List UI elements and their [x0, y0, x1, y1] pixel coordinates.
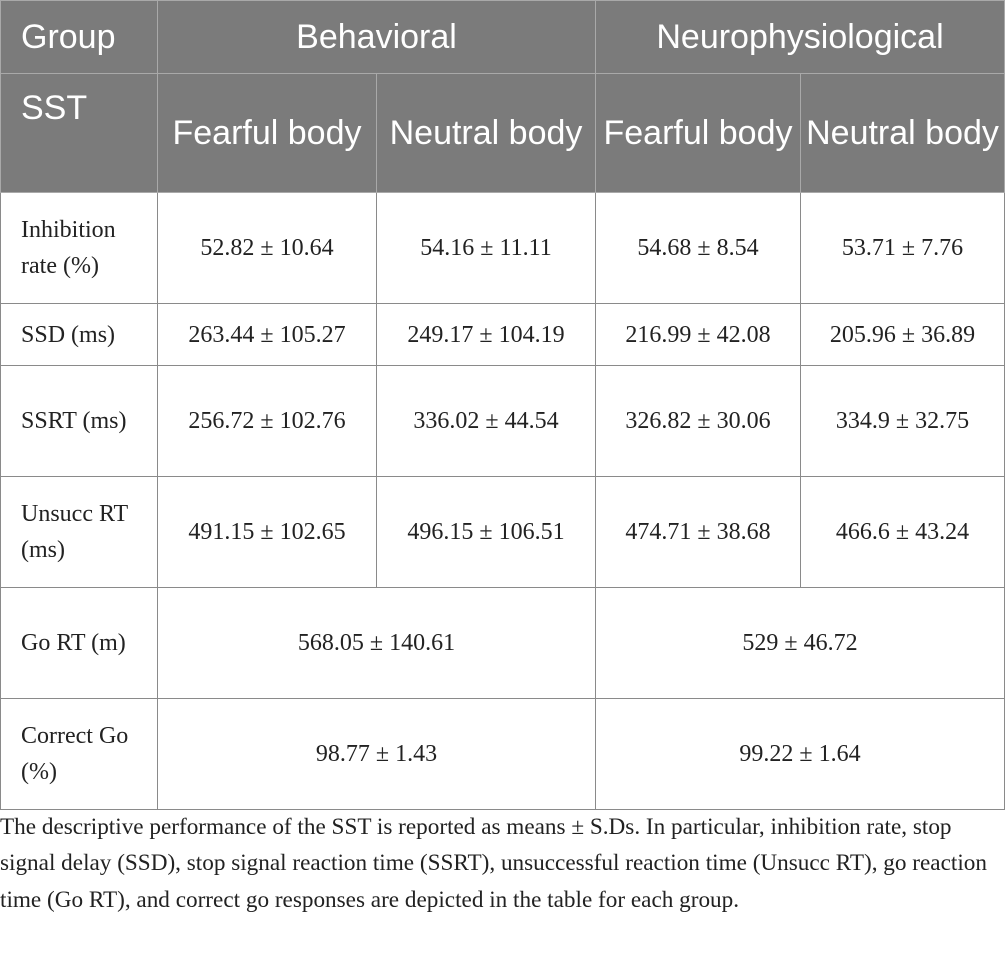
- header-row-groups: [1, 1, 1005, 74]
- row-label-correct-go: Correct Go (%): [1, 699, 158, 810]
- table-cell: 249.17 ± 104.19: [377, 304, 596, 366]
- table-cell: 52.82 ± 10.64: [158, 193, 377, 304]
- group-header: Group: [1, 1, 158, 74]
- row-label-inhibition-rate: Inhibition rate (%): [1, 193, 158, 304]
- sst-header: SST: [1, 74, 158, 193]
- table-row: [1, 699, 1005, 810]
- table-row: [1, 366, 1005, 477]
- table-cell: 99.22 ± 1.64: [596, 699, 1005, 810]
- table-cell: 491.15 ± 102.65: [158, 477, 377, 588]
- neuro-neutral-header: Neutral body: [801, 74, 1005, 193]
- table-row: [1, 304, 1005, 366]
- table-cell: 205.96 ± 36.89: [801, 304, 1005, 366]
- table-cell: 474.71 ± 38.68: [596, 477, 801, 588]
- table-cell: 334.9 ± 32.75: [801, 366, 1005, 477]
- row-label-go-rt: Go RT (m): [1, 588, 158, 699]
- table-cell: 216.99 ± 42.08: [596, 304, 801, 366]
- table-cell: 336.02 ± 44.54: [377, 366, 596, 477]
- behavioral-neutral-header: Neutral body: [377, 74, 596, 193]
- table-cell: 54.16 ± 11.11: [377, 193, 596, 304]
- table-row: [1, 477, 1005, 588]
- table-row: [1, 193, 1005, 304]
- row-label-unsucc-rt: Unsucc RT (ms): [1, 477, 158, 588]
- behavioral-header: Behavioral: [158, 1, 596, 74]
- row-label-ssd: SSD (ms): [1, 304, 158, 366]
- table-cell: 466.6 ± 43.24: [801, 477, 1005, 588]
- table-cell: 529 ± 46.72: [596, 588, 1005, 699]
- table-row: [1, 588, 1005, 699]
- row-label-ssrt: SSRT (ms): [1, 366, 158, 477]
- table-body: [1, 193, 1005, 810]
- table-cell: 496.15 ± 106.51: [377, 477, 596, 588]
- header-row-conditions: [1, 74, 1005, 193]
- table-cell: 53.71 ± 7.76: [801, 193, 1005, 304]
- table-header: [1, 1, 1005, 193]
- neurophysiological-header: Neurophysiological: [596, 1, 1005, 74]
- table-cell: 326.82 ± 30.06: [596, 366, 801, 477]
- table-cell: 256.72 ± 102.76: [158, 366, 377, 477]
- table-cell: 54.68 ± 8.54: [596, 193, 801, 304]
- behavioral-fearful-header: Fearful body: [158, 74, 377, 193]
- neuro-fearful-header: Fearful body: [596, 74, 801, 193]
- table-cell: 568.05 ± 140.61: [158, 588, 596, 699]
- table-footnote: The descriptive performance of the SST is reported as means ± S.Ds. In particular, inhibition rate, stop signal delay (SSD), stop signal reaction time (SSRT), unsuccessful reaction time (Unsucc RT), go reaction time (Go RT), and correct go responses are depicted in the table for each group.: [0, 814, 987, 913]
- table-cell: 98.77 ± 1.43: [158, 699, 596, 810]
- table-cell: 263.44 ± 105.27: [158, 304, 377, 366]
